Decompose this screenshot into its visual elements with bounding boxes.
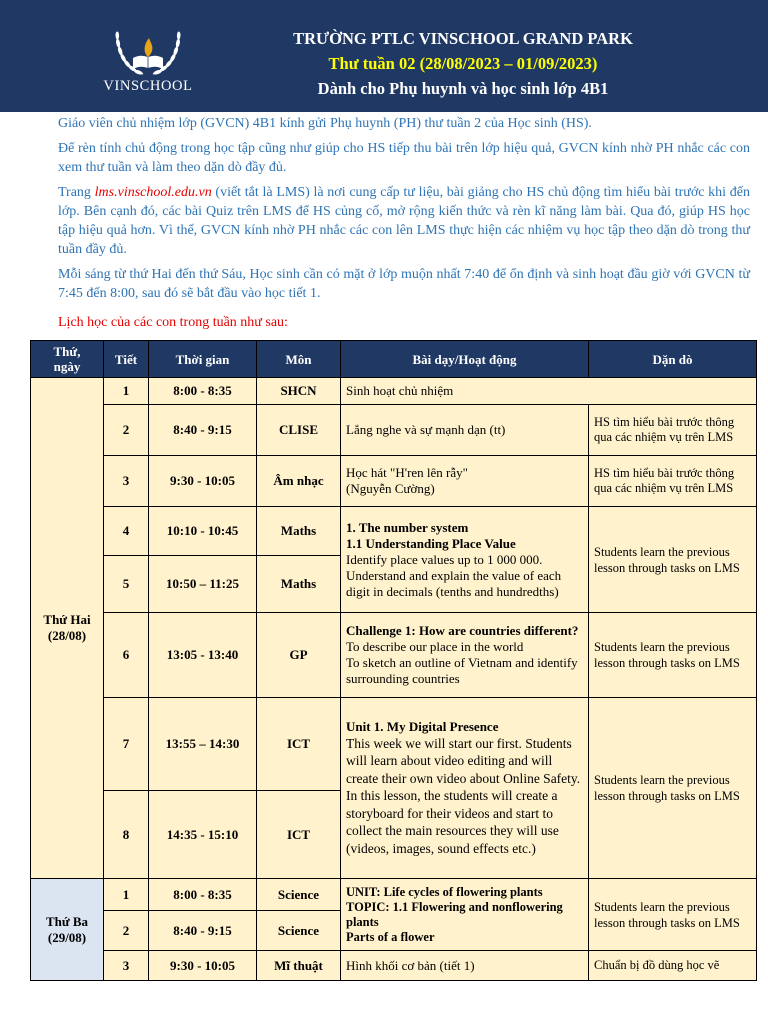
lesson-heading: Unit 1. My Digital Presence [346,718,499,734]
intro-paragraph-greeting: Giáo viên chủ nhiệm lớp (GVCN) 4B1 kính gửi Phụ huynh (PH) thư tuần 2 của Học sinh (HS). [58,116,592,131]
notes-cell: Students learn the previous lesson through tasks on LMS [589,613,757,698]
book-icon [133,38,163,69]
period-cell: 6 [104,613,149,698]
period-cell: 8 [104,791,149,879]
time-cell: 8:00 - 8:35 [149,879,257,911]
time-cell: 13:05 - 13:40 [149,613,257,698]
column-header-notes: Dặn dò [589,341,757,378]
lesson-subtopic: Parts of a flower [346,929,435,944]
column-header-activity: Bài dạy/Hoạt động [341,341,589,378]
day-label: Thứ Hai [43,612,91,627]
column-header-subject: Môn [257,341,341,378]
subject-cell: ICT [257,698,341,791]
weekly-schedule-table [30,340,757,981]
lms-link[interactable]: lms.vinschool.edu.vn [94,185,212,200]
day-date: (28/08) [47,628,87,643]
intro-paragraph-request: Để rèn tính chủ động trong học tập cũng như giúp cho HS tiếp thu bài trên lớp hiệu quả, GVCN kính nhờ PH nhắc các con xem thư tuần và làm theo dặn dò đầy đủ. [58,141,750,175]
lesson-unit: UNIT: Life cycles of flowering plants [346,884,543,899]
activity-cell: Lắng nghe và sự mạnh dạn (tt) [341,405,589,456]
notes-cell: HS tìm hiểu bài trước thông qua các nhiệm vụ trên LMS [589,456,757,507]
lesson-description: This week we will start our first. Students will learn about video editing and will create their own video about Online Safety. In this lesson, the students will create a storyboard for their videos and start to collect the main resources they will use (videos, images, sound effects etc.) [346,735,581,856]
audience-line: Dành cho Phụ huynh và học sinh lớp 4B1 [317,79,609,98]
lesson-heading: 1. The number system [346,519,469,535]
subject-cell: ICT [257,791,341,879]
lesson-topic: TOPIC: 1.1 Flowering and nonflowering plants [346,899,563,929]
time-cell: 9:30 - 10:05 [149,456,257,507]
logo-wordmark: VINSCHOOL [103,78,193,94]
time-cell: 13:55 – 14:30 [149,698,257,791]
notes-cell: HS tìm hiểu bài trước thông qua các nhiệm vụ trên LMS [589,405,757,456]
intro-paragraph-arrival-time: Mỗi sáng từ thứ Hai đến thứ Sáu, Học sinh cần có mặt ở lớp muộn nhất 7:40 để ổn định và sinh hoạt đầu giờ với GVCN từ 7:45 đến 8:00, sau đó sẽ bắt đầu vào học tiết 1. [58,267,750,301]
notes-cell: Students learn the previous lesson through tasks on LMS [589,507,757,613]
activity-cell-ict [341,698,589,879]
period-cell: 5 [104,556,149,613]
period-cell: 3 [104,951,149,981]
table-row [31,951,757,981]
lesson-subheading: 1.1 Understanding Place Value [346,535,516,551]
activity-cell: Hình khối cơ bản (tiết 1) [341,951,589,981]
day-date: (29/08) [47,929,87,945]
table-row [31,378,757,405]
subject-cell: Mĩ thuật [257,951,341,981]
notes-cell: Students learn the previous lesson through tasks on LMS [589,879,757,951]
table-row [31,456,757,507]
lesson-objective: To describe our place in the world [346,639,524,654]
period-cell: 3 [104,456,149,507]
activity-cell [341,456,589,507]
activity-cell-gp [341,613,589,698]
activity-cell-science [341,879,589,951]
notes-cell: Chuẩn bị đồ dùng học vẽ [589,951,757,981]
period-cell: 2 [104,405,149,456]
subject-cell: SHCN [257,378,341,405]
period-cell: 1 [104,378,149,405]
day-label: Thứ Ba [45,913,89,929]
activity-cell-maths [341,507,589,613]
time-cell: 8:40 - 9:15 [149,911,257,951]
lesson-heading: Challenge 1: How are countries different? [346,623,579,638]
table-row [31,698,757,791]
intro-text [58,114,750,338]
subject-cell: Science [257,911,341,951]
subject-cell: Maths [257,556,341,613]
table-row [31,405,757,456]
activity-cell: Sinh hoạt chủ nhiệm [341,378,757,405]
notes-cell: Students learn the previous lesson through tasks on LMS [589,698,757,879]
subject-cell: Science [257,879,341,911]
subject-cell: Âm nhạc [257,456,341,507]
period-cell: 4 [104,507,149,556]
intro-paragraph-lms [58,183,750,259]
column-header-day: Thứ, ngày [31,341,104,378]
schedule-heading: Lịch học của các con trong tuần như sau: [58,315,288,330]
week-title: Thư tuần 02 (28/08/2023 – 01/09/2023) [328,54,598,73]
lms-text-after: (viết tắt là LMS) là nơi cung cấp tư liệu, bài giảng cho HS chủ động tìm hiểu bài trước khi đến lớp. Bên cạnh đó, các bài Quiz trên LMS để HS củng cố, mở rộng kiến thức và rèn kĩ năng làm bài. Qua đó, giúp HS học tập hiệu quả hơn. Vì thế, GVCN kính nhờ PH nhắc các con lên LMS thực hiện các nhiệm vụ học tập theo dặn dò trong thư tuần đầy đủ. [58,185,750,257]
time-cell: 8:40 - 9:15 [149,405,257,456]
time-cell: 14:35 - 15:10 [149,791,257,879]
lms-text-before: Trang [58,185,95,200]
time-cell: 10:10 - 10:45 [149,507,257,556]
lesson-description: Identify place values up to 1 000 000. Understand and explain the value of each digit in decimals (tenths and hundredths) [346,551,562,599]
column-header-time: Thời gian [149,341,257,378]
period-cell: 1 [104,879,149,911]
subject-cell: GP [257,613,341,698]
period-cell: 2 [104,911,149,951]
activity-line: Học hát "H'ren lên rẫy" [346,465,468,480]
time-cell: 9:30 - 10:05 [149,951,257,981]
time-cell: 10:50 – 11:25 [149,556,257,613]
activity-line: (Nguyễn Cường) [346,481,435,496]
letter-header [0,0,768,112]
day-cell-tuesday [31,879,104,981]
vinschool-logo [93,30,203,106]
subject-cell: Maths [257,507,341,556]
table-header-row [31,341,757,378]
subject-cell: CLISE [257,405,341,456]
time-cell: 8:00 - 8:35 [149,378,257,405]
school-name: TRƯỜNG PTLC VINSCHOOL GRAND PARK [293,29,633,48]
table-row [31,613,757,698]
lesson-objective: To sketch an outline of Vietnam and identify surrounding countries [346,655,578,686]
period-cell: 7 [104,698,149,791]
header-title-block [220,26,706,101]
table-row [31,507,757,556]
day-cell-monday [31,378,104,879]
table-row [31,879,757,911]
column-header-period: Tiết [104,341,149,378]
